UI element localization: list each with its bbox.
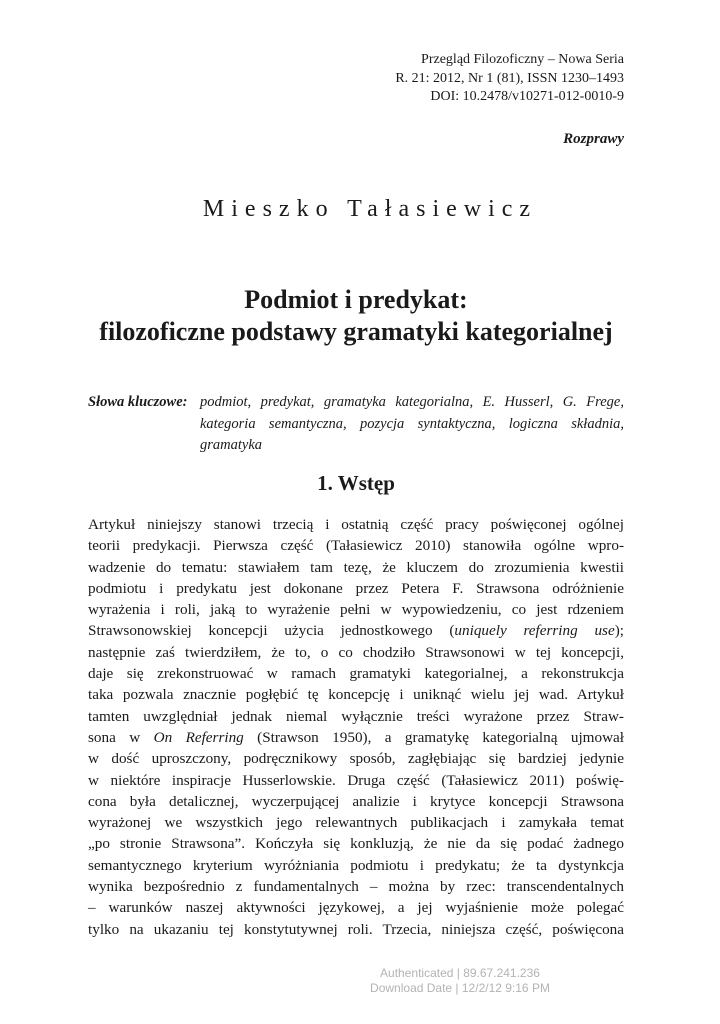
title-line-2: filozoficzne podstawy gramatyki kategorialnej xyxy=(99,317,613,346)
body-line xyxy=(88,620,624,641)
body-italic-title: On Referring xyxy=(153,728,244,746)
body-text-run: (Strawson 1950), a gramatykę kategorialną ujmował xyxy=(243,728,625,746)
keywords-block xyxy=(88,392,624,457)
body-line: tamten uwzględniał jednak niemal wyłącznie treści wyrażone przez Straw- xyxy=(88,707,624,725)
body-line xyxy=(88,727,624,748)
body-paragraph xyxy=(88,514,624,940)
body-line: tylko na ukazaniu tej konstytutywnej roli. Trzecia, niniejsza część, poświęcona xyxy=(88,920,624,938)
body-line: daje się zrekonstruować w ramach gramatyki kategorialnej, a rekonstrukcja xyxy=(88,665,624,683)
journal-volume: R. 21: 2012, Nr 1 (81), ISSN 1230–1493 xyxy=(395,70,624,86)
body-line: – warunków naszej aktywności językowej, a jej wyjaśnienie może polegać xyxy=(88,899,624,917)
body-text-run: ); xyxy=(614,622,624,640)
author-name: Mieszko Tałasiewicz xyxy=(202,196,538,222)
download-watermark xyxy=(0,966,720,995)
body-line: semantycznego kryterium wyróżniania podmiotu i predykatu; że ta dystynkcja xyxy=(88,856,624,874)
keywords-line: podmiot, predykat, gramatyka kategorialna, E. Husserl, G. Frege, xyxy=(200,394,624,410)
keywords-text xyxy=(200,392,624,457)
journal-name: Przegląd Filozoficzny – Nowa Seria xyxy=(421,52,624,67)
body-line: cona była detalicznej, wyczerpującej analizie i krytyce koncepcji Strawsona xyxy=(88,792,624,810)
body-line: „po stronie Strawsona”. Kończyła się konkluzją, że nie da się podać żadnego xyxy=(88,835,624,853)
body-line: w dość uproszczony, podręcznikowy sposób, zagłębiając się bardziej jedynie xyxy=(88,750,624,768)
title-line-1: Podmiot i predykat: xyxy=(244,285,468,314)
article-title xyxy=(88,284,624,348)
body-italic-term: uniquely referring use xyxy=(454,622,615,640)
journal-info xyxy=(395,51,624,107)
body-text-run: sona w xyxy=(88,728,154,746)
body-line: wyrażenia i roli, jaką to wyrażenie pełni w wypowiedzeniu, co jest rdzeniem xyxy=(88,601,624,619)
section-label: Rozprawy xyxy=(563,131,624,147)
body-line: wyrażonej we wszystkich jego relewantnych publikacjach i zamykała temat xyxy=(88,814,624,832)
body-line: podmiotu i predykatu jest dokonane przez Petera F. Strawsona odróżnienie xyxy=(88,579,624,597)
body-line: Artykuł niniejszy stanowi trzecią i ostatnią część pracy poświęconej ogólnej xyxy=(88,516,624,533)
watermark-date: Download Date | 12/2/12 9:16 PM xyxy=(370,980,550,995)
keywords-line: gramatyka xyxy=(200,437,263,453)
watermark-auth: Authenticated | 89.67.241.236 xyxy=(380,966,540,980)
body-line: w niektóre inspiracje Husserlowskie. Druga część (Tałasiewicz 2011) poświę- xyxy=(88,771,624,789)
section-heading: 1. Wstęp xyxy=(317,471,395,495)
journal-doi: DOI: 10.2478/v10271-012-0010-9 xyxy=(430,89,624,104)
body-line: wadzenie do tematu: stawiałem tam tezę, że kluczem do zrozumienia kwestii xyxy=(88,558,624,576)
body-line: wynika bezpośrednio z fundamentalnych – można by rzec: transcendentalnych xyxy=(88,878,624,896)
keywords-line: kategoria semantyczna, pozycja syntaktyczna, logiczna składnia, xyxy=(200,415,624,432)
body-text-run: Strawsonowskiej koncepcji użycia jednostkowego ( xyxy=(88,622,455,640)
body-line: teorii predykacji. Pierwsza część (Tałasiewicz 2010) stanowiła ogólne wpro- xyxy=(88,537,624,555)
body-line: następnie zaś twierdziłem, że to, o co chodziło Strawsonowi w tej koncepcji, xyxy=(88,643,624,661)
keywords-label: Słowa kluczowe: xyxy=(88,394,188,410)
body-line: taka pozwala znacznie pogłębić tę koncepcję i uniknąć wielu jej wad. Artykuł xyxy=(88,686,624,704)
